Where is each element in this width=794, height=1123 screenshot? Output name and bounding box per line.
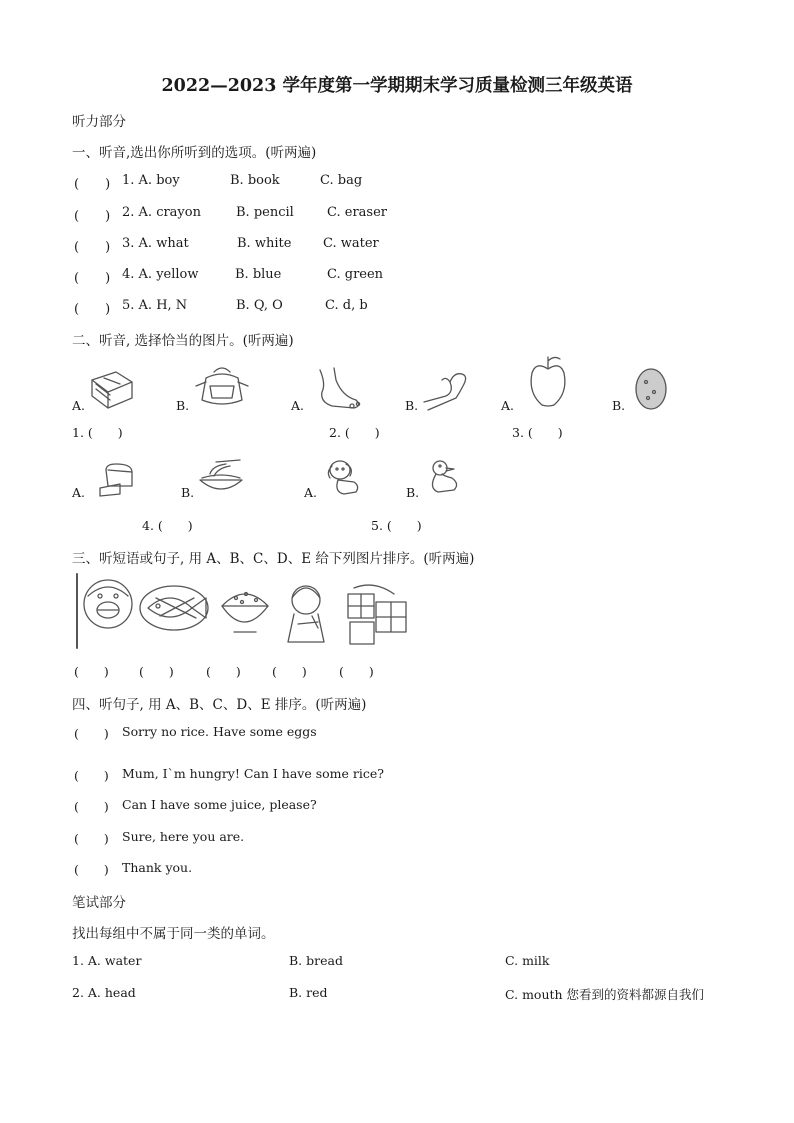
noodles-icon: [196, 458, 246, 496]
book-icon: [86, 368, 136, 412]
option-c: C. d, b: [325, 298, 368, 313]
option-label: B.: [176, 398, 190, 413]
answer-bracket[interactable]: ( ): [74, 862, 109, 877]
option-b: B. book: [230, 173, 280, 188]
sentence-text: Can I have some juice, please?: [122, 797, 317, 812]
answer-bracket[interactable]: ( ): [74, 240, 111, 255]
page-title: 2022—2023 学年度第一学期期末学习质量检测三年级英语: [161, 76, 633, 96]
face-icon: [84, 580, 132, 628]
listening-header: 听力部分: [72, 114, 126, 130]
sentence-text: Sorry no rice. Have some eggs: [122, 724, 317, 739]
written-header: 笔试部分: [72, 895, 126, 911]
option-b: B. red: [289, 985, 328, 1000]
option-label: B.: [405, 398, 419, 413]
option-label: A.: [72, 398, 86, 413]
option-c: C. bag: [320, 173, 363, 188]
option-label: A.: [72, 485, 86, 500]
answer-bracket[interactable]: ( ): [74, 831, 109, 846]
answer-bracket[interactable]: ( ): [74, 209, 111, 224]
answer-bracket[interactable]: 1. ( ): [72, 425, 123, 440]
option-b: B. Q, O: [236, 298, 283, 313]
gifts-icon: [348, 585, 406, 644]
answer-bracket[interactable]: ( ): [206, 664, 241, 679]
section1-heading: 一、听音,选出你所听到的选项。(听两遍): [72, 145, 317, 161]
rice-bowl-icon: [222, 593, 268, 633]
fish-icon: [140, 586, 208, 630]
answer-bracket[interactable]: ( ): [272, 664, 307, 679]
option-b: B. pencil: [236, 205, 294, 220]
option-b: B. blue: [235, 267, 282, 282]
answer-bracket[interactable]: ( ): [339, 664, 374, 679]
answer-bracket[interactable]: 5. ( ): [371, 518, 422, 533]
option-a: 1. A. water: [72, 953, 142, 968]
section3-picture-strip: [74, 572, 420, 656]
option-label: B.: [612, 398, 626, 413]
section3-heading: 三、听短语或句子, 用 A、B、C、D、E 给下列图片排序。(听两遍): [72, 551, 475, 567]
option-label: A.: [501, 398, 515, 413]
option-b: B. bread: [289, 953, 343, 968]
answer-bracket[interactable]: ( ): [74, 271, 111, 286]
option-c: C. mouth 您看到的资料都源自我们: [505, 987, 705, 1002]
answer-bracket[interactable]: ( ): [74, 177, 111, 192]
option-a: 3. A. what: [122, 236, 189, 251]
option-b: B. white: [237, 236, 292, 251]
sentence-text: Sure, here you are.: [122, 829, 245, 844]
sentence-text: Mum, I`m hungry! Can I have some rice?: [122, 766, 384, 781]
sentence-text: Thank you.: [122, 860, 193, 875]
arm-icon: [420, 366, 474, 412]
option-a: 4. A. yellow: [122, 267, 199, 282]
option-c: C. milk: [505, 953, 550, 968]
answer-bracket[interactable]: ( ): [74, 799, 109, 814]
answer-bracket[interactable]: 4. ( ): [142, 518, 193, 533]
option-c: C. eraser: [327, 205, 387, 220]
option-label: A.: [304, 485, 318, 500]
answer-bracket[interactable]: ( ): [74, 726, 109, 741]
option-label: A.: [291, 398, 305, 413]
foot-icon: [312, 366, 368, 412]
section2-heading: 二、听音, 选择恰当的图片。(听两遍): [72, 333, 294, 349]
answer-bracket[interactable]: 2. ( ): [329, 425, 380, 440]
section4-heading: 四、听句子, 用 A、B、C、D、E 排序。(听两遍): [72, 697, 367, 713]
option-label: B.: [406, 485, 420, 500]
option-c: C. water: [323, 236, 379, 251]
option-a: 2. A. crayon: [122, 205, 201, 220]
option-c: C. green: [327, 267, 384, 282]
schoolbag-icon: [192, 364, 252, 410]
answer-bracket[interactable]: 3. ( ): [512, 425, 563, 440]
answer-bracket[interactable]: ( ): [74, 302, 111, 317]
apple-icon: [526, 353, 570, 411]
duck-icon: [426, 458, 462, 500]
option-a: 2. A. head: [72, 985, 136, 1000]
dog-icon: [324, 458, 364, 500]
option-label: B.: [181, 485, 195, 500]
option-a: 5. A. H, N: [122, 298, 188, 313]
girl-drinking-icon: [288, 586, 324, 642]
answer-bracket[interactable]: ( ): [74, 768, 109, 783]
answer-bracket[interactable]: ( ): [139, 664, 174, 679]
potato-icon: [632, 366, 670, 412]
bread-icon: [96, 462, 140, 498]
answer-bracket[interactable]: ( ): [74, 664, 109, 679]
option-a: 1. A. boy: [122, 173, 180, 188]
section5-heading: 找出每组中不属于同一类的单词。: [72, 926, 275, 942]
